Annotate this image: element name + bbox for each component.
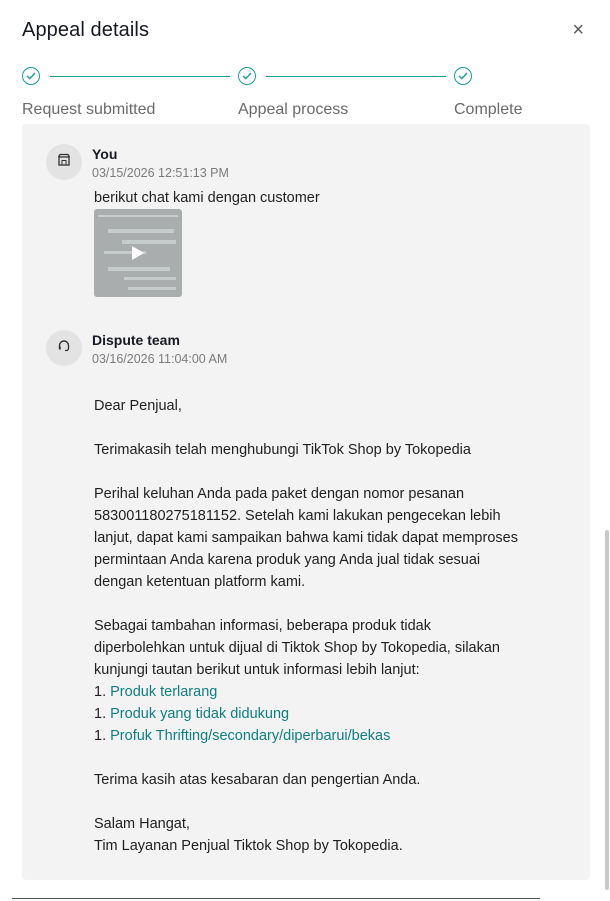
link-index: 1. (94, 706, 111, 722)
check-circle-icon (454, 67, 472, 85)
message-line: Tim Layanan Penjual Tiktok Shop by Tokopedia. (94, 838, 403, 854)
close-icon[interactable]: × (572, 19, 584, 41)
link-produk-terlarang[interactable]: Produk terlarang (110, 684, 218, 700)
link-produk-thrifting[interactable]: Profuk Thrifting/secondary/diperbarui/bekas (110, 728, 391, 744)
message-line: 583001180275181152. Setelah kami lakukan pengecekan lebih (94, 508, 501, 524)
video-attachment[interactable] (94, 209, 182, 297)
message-author: Dispute team (92, 332, 180, 348)
message-line: permintaan Anda karena produk yang Anda jual tidak sesuai (94, 552, 481, 568)
message-line: Terima kasih atas kesabaran dan pengertian Anda. (94, 772, 421, 788)
step-label-complete: Complete (454, 101, 523, 118)
progress-stepper (22, 66, 522, 126)
store-avatar (46, 144, 82, 180)
message-line: dengan ketentuan platform kami. (94, 574, 306, 590)
conversation-panel (22, 124, 590, 880)
link-index: 1. (94, 684, 111, 700)
check-circle-icon (238, 67, 256, 85)
message-line (94, 461, 518, 483)
message-line: Dear Penjual, (94, 398, 182, 414)
message-line: diperbolehkan untuk dijual di Tiktok Shop by Tokopedia, silakan (94, 640, 500, 656)
message-line: lanjut, dapat kami sampaikan bahwa kami tidak dapat memproses (94, 530, 518, 546)
step-label-request-submitted: Request submitted (22, 101, 156, 118)
store-icon (57, 153, 71, 172)
headset-icon (57, 339, 71, 358)
message-line (94, 791, 518, 813)
divider (12, 898, 540, 899)
dispute-message-body (94, 395, 518, 857)
play-icon[interactable] (132, 246, 144, 260)
link-item (94, 681, 518, 703)
message-line (94, 747, 518, 769)
step-connector (50, 76, 230, 77)
message-line: Salam Hangat, (94, 816, 190, 832)
support-avatar (46, 330, 82, 366)
link-item (94, 703, 518, 725)
message-line: Sebagai tambahan informasi, beberapa produk tidak (94, 618, 431, 634)
step-label-appeal-process: Appeal process (238, 101, 349, 118)
link-produk-tidak-didukung[interactable]: Produk yang tidak didukung (110, 706, 290, 722)
link-index: 1. (94, 728, 111, 744)
check-circle-icon (22, 67, 40, 85)
message-author: You (92, 146, 118, 162)
scrollbar[interactable] (605, 530, 609, 890)
link-item (94, 725, 518, 747)
message-timestamp: 03/15/2026 12:51:13 PM (92, 166, 229, 180)
message-line: Perihal keluhan Anda pada paket dengan nomor pesanan (94, 486, 465, 502)
step-connector (266, 76, 446, 77)
message-line (94, 593, 518, 615)
page-title: Appeal details (22, 19, 150, 41)
message-line: Terimakasih telah menghubungi TikTok Shop by Tokopedia (94, 442, 471, 458)
message-line (94, 417, 518, 439)
header (22, 18, 590, 46)
message-timestamp: 03/16/2026 11:04:00 AM (92, 352, 228, 366)
message-text: berikut chat kami dengan customer (94, 190, 320, 206)
message-line: kunjungi tautan berikut untuk informasi lebih lanjut: (94, 662, 420, 678)
